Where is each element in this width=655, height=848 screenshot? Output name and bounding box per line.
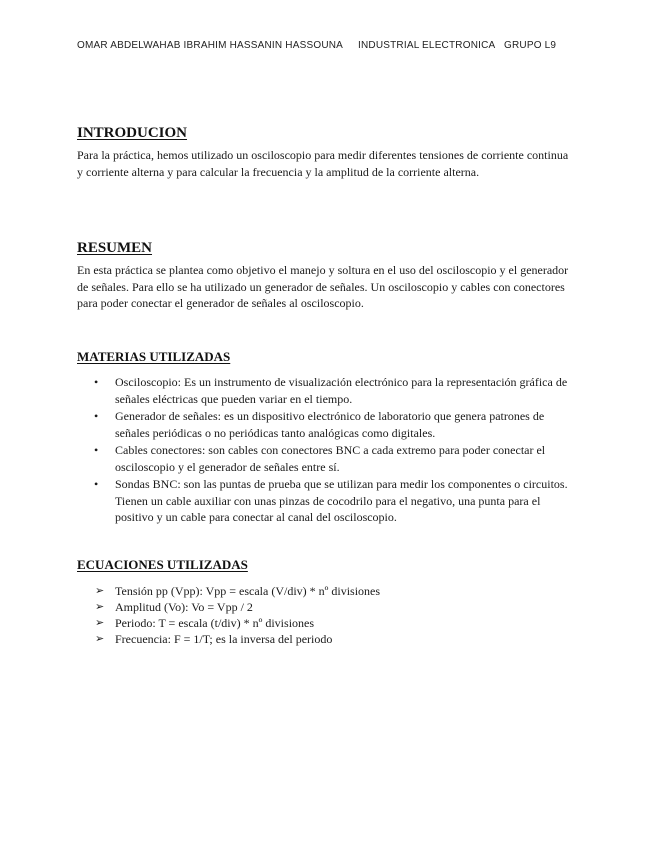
list-item xyxy=(77,374,577,407)
list-item-text: Generador de señales: es un dispositivo electrónico de laboratorio que genera patrones de señales periódicas o no periódicas tanto analógicas como digitales. xyxy=(115,409,545,440)
list-item xyxy=(77,408,577,441)
header-author-name: OMAR ABDELWAHAB IBRAHIM HASSANIN HASSOUNA xyxy=(77,40,344,51)
list-item xyxy=(77,631,577,647)
bullet-icon: • xyxy=(94,409,99,423)
section-introduccion xyxy=(77,125,577,180)
list-item-text: Sondas BNC: son las puntas de prueba que se utilizan para medir los componentes o circuitos. Tienen un cable auxiliar con unas pinzas de cocodrilo para el negativo, una punta para el positivo y un cable para conectar al canal del osciloscopio. xyxy=(115,477,568,524)
introduccion-paragraph: Para la práctica, hemos utilizado un osciloscopio para medir diferentes tensiones de corriente continua y corriente alterna y para calcular la frecuencia y la amplitud de la corriente alterna. xyxy=(77,148,569,179)
list-item xyxy=(77,476,577,526)
arrow-bullet-icon: ➢ xyxy=(95,616,105,629)
bullet-icon: • xyxy=(94,443,99,457)
materias-heading: MATERIAS UTILIZADAS xyxy=(77,349,231,364)
equation-text: Periodo: T = escala (t/div) * nº divisiones xyxy=(115,616,315,630)
header-subject: INDUSTRIAL ELECTRONICA xyxy=(358,40,496,51)
bullet-icon: • xyxy=(94,375,99,389)
header-group: GRUPO L9 xyxy=(504,40,557,51)
ecuaciones-heading: ECUACIONES UTILIZADAS xyxy=(77,557,248,572)
equation-text: Tensión pp (Vpp): Vpp = escala (V/div) * nº divisiones xyxy=(115,584,381,598)
list-item xyxy=(77,615,577,631)
arrow-bullet-icon: ➢ xyxy=(95,584,105,597)
section-resumen xyxy=(77,240,577,312)
equation-text: Frecuencia: F = 1/T; es la inversa del periodo xyxy=(115,632,333,646)
equation-text: Amplitud (Vo): Vo = Vpp / 2 xyxy=(115,600,253,614)
section-materias xyxy=(77,349,577,527)
list-item-text: Cables conectores: son cables con conectores BNC a cada extremo para poder conectar el osciloscopio y el generador de señales entre sí. xyxy=(115,443,546,474)
list-item-text: Osciloscopio: Es un instrumento de visualización electrónico para la representación gráfica de señales eléctricas que pueden variar en el tiempo. xyxy=(115,375,568,406)
section-ecuaciones xyxy=(77,557,577,647)
ecuaciones-list xyxy=(77,583,577,647)
list-item xyxy=(77,442,577,475)
bullet-icon: • xyxy=(94,477,99,491)
arrow-bullet-icon: ➢ xyxy=(95,632,105,645)
materias-list xyxy=(77,374,577,526)
list-item xyxy=(77,583,577,599)
arrow-bullet-icon: ➢ xyxy=(95,600,105,613)
resumen-paragraph: En esta práctica se plantea como objetivo el manejo y soltura en el uso del osciloscopio y el generador de señales. Para ello se ha utilizado un generador de señales. Un osciloscopio y cables con conectores para poder conectar el generador de señales al osciloscopio. xyxy=(77,263,569,310)
list-item xyxy=(77,599,577,615)
introduccion-heading: INTRODUCION xyxy=(77,125,188,141)
resumen-heading: RESUMEN xyxy=(77,240,153,256)
